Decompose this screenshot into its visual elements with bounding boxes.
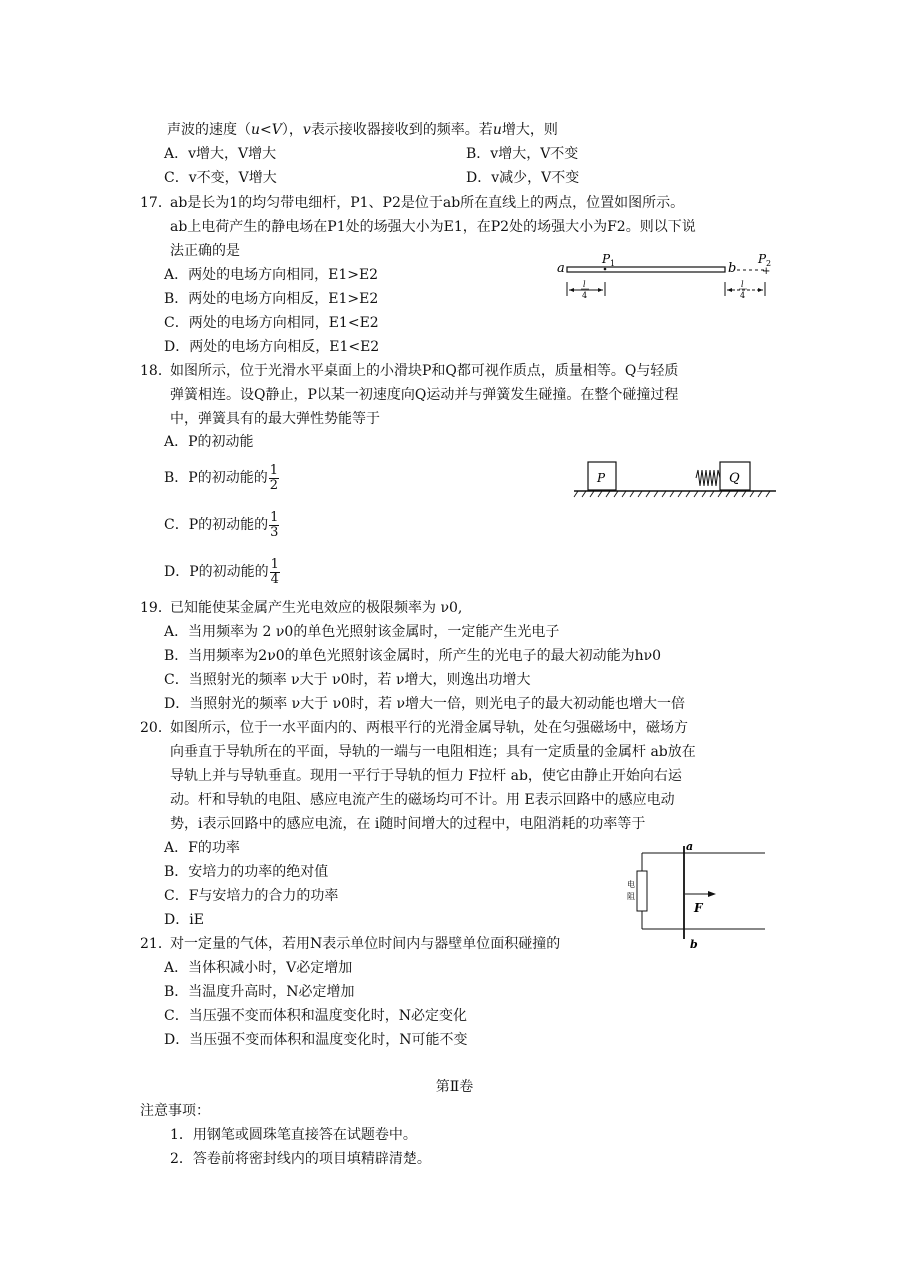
- svg-text:阻: 阻: [627, 892, 635, 901]
- q20-line-3: 导轨上并与导轨垂直。现用一平行于导轨的恒力 F拉杆 ab，使它由静止开始向右运: [170, 768, 682, 784]
- label-p2-sub: 2: [766, 259, 772, 268]
- point-p1: [604, 268, 607, 271]
- q16-option-d: D．v减少，V不变: [466, 170, 580, 186]
- q18-line-1: 如图所示，位于光滑水平桌面上的小滑块P和Q都可视作质点，质量相等。Q与轻质: [170, 363, 679, 379]
- fraction-one-fourth: $\frac{1}{4}$: [270, 556, 279, 587]
- svg-text:l: l: [741, 280, 744, 289]
- q20-number: 20．: [140, 720, 172, 736]
- q20-option-c: C．F与安培力的合力的功率: [164, 888, 339, 904]
- q21-option-c: C．当压强不变而体积和温度变化时，N必定变化: [164, 1008, 467, 1024]
- label-p1-sub: 1: [610, 259, 616, 268]
- q20-line-4: 动。杆和导轨的电阻、感应电流产生的磁场均可不计。用 E表示回路中的感应电动: [170, 792, 675, 808]
- fraction-one-third: $\frac{1}{3}$: [270, 509, 279, 540]
- q17-number: 17．: [140, 195, 172, 211]
- q18-line-3: 中，弹簧具有的最大弹性势能等于: [170, 411, 380, 427]
- q17-option-c: C．两处的电场方向相同，E1<E2: [164, 315, 379, 331]
- q20-option-b: B．安培力的功率的绝对值: [164, 864, 329, 880]
- q19-option-a: A．当用频率为 2 ν0的单色光照射该金属时，一定能产生光电子: [164, 624, 560, 640]
- q21-option-d: D．当压强不变而体积和温度变化时，N可能不变: [164, 1032, 468, 1048]
- q17-option-b: B．两处的电场方向相反，E1>E2: [164, 291, 379, 307]
- svg-text:F: F: [694, 901, 703, 915]
- label-p1: P: [602, 252, 611, 266]
- notes-label: 注意事项：: [140, 1103, 210, 1119]
- q20-option-d: D．iE: [164, 912, 204, 928]
- charged-rod-figure: [555, 250, 785, 310]
- q19-option-c: C．当照射光的频率 ν大于 ν0时，若 ν增大，则逸出功增大: [164, 672, 531, 688]
- label-a: a: [557, 261, 565, 276]
- q18-option-b: B．P的初动能的 $\frac{1}{2}$: [164, 462, 278, 493]
- q18-line-2: 弹簧相连。设Q静止，P以某一初速度向Q运动并与弹簧发生碰撞。在整个碰撞过程: [170, 387, 679, 403]
- spring: [696, 470, 720, 486]
- q17-line-3: 法正确的是: [170, 243, 240, 259]
- q18-number: 18．: [140, 363, 172, 379]
- note-1: 1．用钢笔或圆珠笔直接答在试题卷中。: [170, 1127, 417, 1143]
- svg-text:+: +: [762, 266, 771, 277]
- rail-circuit-figure: [620, 842, 770, 952]
- q21-option-b: B．当温度升高时，N必定增加: [164, 984, 355, 1000]
- label-p2: P: [758, 252, 767, 266]
- fraction-one-half: $\frac{1}{2}$: [269, 462, 278, 493]
- q19-line-1: 已知能使某金属产生光电效应的极限频率为 ν0,: [170, 600, 463, 616]
- q16-option-c: C．v不变，V增大: [164, 170, 277, 186]
- q19-number: 19．: [140, 600, 172, 616]
- q17-line-1: ab是长为1的均匀带电细杆，P1、P2是位于ab所在直线上的两点，位置如图所示。: [170, 195, 685, 211]
- svg-text:P: P: [597, 471, 606, 485]
- part-2-title: 第Ⅱ卷: [435, 1079, 474, 1095]
- q18-option-c: C．P的初动能的 $\frac{1}{3}$: [164, 509, 279, 540]
- q16-continuation: 声波的速度（u<V），v表示接收器接收到的频率。若u增大，则: [167, 122, 558, 138]
- rod-ab: [567, 267, 725, 272]
- q17-line-2: ab上电荷产生的静电场在P1处的场强大小为E1，在P2处的场强大小为F2。则以下说: [170, 219, 696, 235]
- q16-option-a: A．v增大，V增大: [164, 146, 277, 162]
- q19-option-d: D．当照射光的频率 ν大于 ν0时，若 ν增大一倍，则光电子的最大初动能也增大一倍: [164, 696, 686, 712]
- svg-text:b: b: [690, 938, 698, 951]
- note-2: 2．答卷前将密封线内的项目填精辟清楚。: [170, 1151, 431, 1167]
- svg-text:4: 4: [582, 291, 588, 300]
- svg-text:电: 电: [627, 880, 635, 889]
- q20-line-5: 势，i表示回路中的感应电流，在 i随时间增大的过程中，电阻消耗的功率等于: [170, 816, 646, 832]
- q17-option-d: D．两处的电场方向相反，E1<E2: [164, 339, 380, 355]
- q16-option-b: B．v增大，V不变: [466, 146, 579, 162]
- sliding-blocks-figure: [572, 456, 778, 501]
- q20-option-a: A．F的功率: [164, 840, 240, 856]
- svg-text:Q: Q: [729, 471, 740, 486]
- q21-line-1: 对一定量的气体，若用N表示单位时间内与器壁单位面积碰撞的: [170, 936, 561, 952]
- label-b: b: [728, 261, 737, 276]
- q19-option-b: B．当用频率为2ν0的单色光照射该金属时，所产生的光电子的最大初动能为hν0: [164, 648, 662, 664]
- q21-option-a: A．当体积减小时，V必定增加: [164, 960, 353, 976]
- q20-line-1: 如图所示，位于一水平面内的、两根平行的光滑金属导轨，处在匀强磁场中，磁场方: [170, 720, 688, 736]
- svg-text:l: l: [583, 280, 586, 289]
- svg-text:a: a: [686, 840, 694, 853]
- svg-text:4: 4: [740, 291, 746, 300]
- q18-option-d: D．P的初动能的 $\frac{1}{4}$: [164, 556, 279, 587]
- resistor: [637, 871, 647, 911]
- q17-option-a: A．两处的电场方向相同，E1>E2: [164, 267, 379, 283]
- q20-line-2: 向垂直于导轨所在的平面，导轨的一端与一电阻相连；具有一定质量的金属杆 ab放在: [170, 744, 696, 760]
- q18-option-a: A．P的初动能: [164, 434, 254, 450]
- q21-number: 21．: [140, 936, 172, 952]
